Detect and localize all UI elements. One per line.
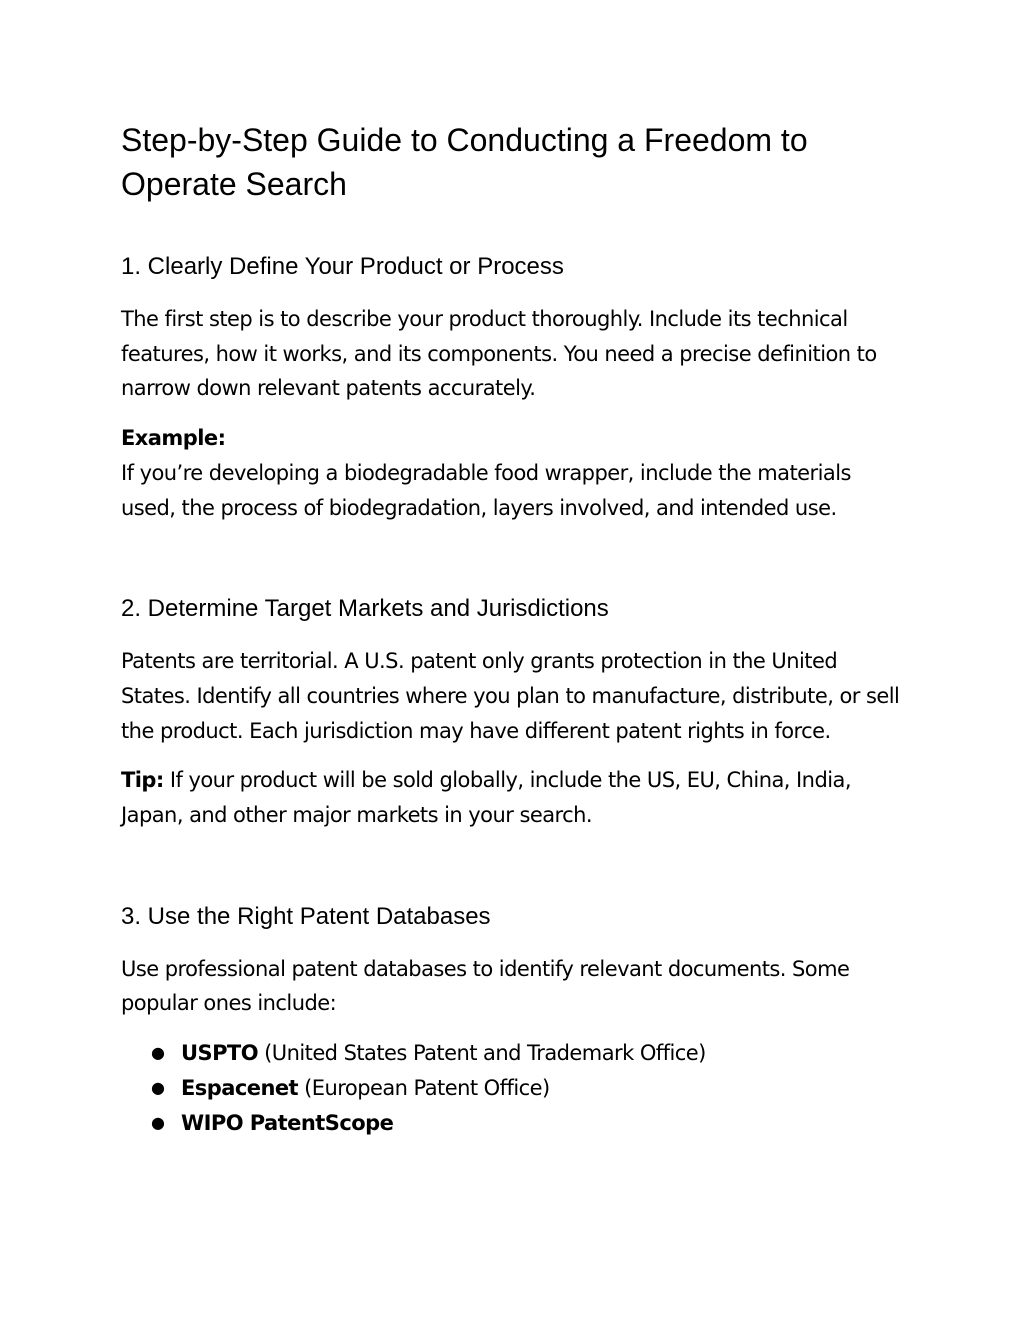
tip-block bbox=[121, 763, 911, 832]
list-item-text: (European Patent Office) bbox=[298, 1075, 550, 1100]
example-block bbox=[121, 421, 911, 525]
tip-label: Tip: bbox=[121, 768, 164, 793]
list-item-bold: Espacenet bbox=[181, 1075, 299, 1100]
example-text: If you’re developing a biodegradable food wrapper, include the materials used, the process of biodegradation, layers involved, and intended use. bbox=[121, 460, 851, 520]
section-heading: 3. Use the Right Patent Databases bbox=[121, 902, 491, 930]
section-target-markets bbox=[121, 594, 904, 833]
list-item-bold: WIPO PatentScope bbox=[181, 1110, 394, 1135]
database-list bbox=[121, 1036, 904, 1140]
section-spacer bbox=[121, 540, 904, 594]
section-paragraph: Patents are territorial. A U.S. patent only grants protection in the United States. Identify all countries where you plan to manufacture, distribute, or sell the product. Each jurisdiction may have different patent rights in force. bbox=[121, 649, 900, 743]
bullet-icon: ● bbox=[151, 1043, 165, 1063]
list-item-bold: USPTO bbox=[181, 1041, 258, 1066]
section-paragraph: Use professional patent databases to identify relevant documents. Some popular ones include: bbox=[121, 956, 850, 1016]
example-label: Example: bbox=[121, 426, 226, 451]
section-spacer bbox=[121, 848, 904, 902]
section-define-product bbox=[121, 252, 904, 525]
section-heading: 2. Determine Target Markets and Jurisdictions bbox=[121, 595, 609, 623]
section-patent-databases bbox=[121, 902, 904, 1141]
document-title: Step-by-Step Guide to Conducting a Freedom to Operate Search bbox=[121, 122, 808, 202]
tip-text: If your product will be sold globally, include the US, EU, China, India, Japan, and other major markets in your search. bbox=[121, 768, 851, 828]
section-paragraph: The first step is to describe your product thoroughly. Include its technical features, how it works, and its components. You need a precise definition to narrow down relevant patents accurately. bbox=[121, 307, 877, 401]
section-heading: 1. Clearly Define Your Product or Process bbox=[121, 253, 564, 280]
bullet-icon: ● bbox=[151, 1112, 165, 1132]
list-item bbox=[151, 1036, 904, 1071]
list-item-text: (United States Patent and Trademark Office) bbox=[258, 1041, 706, 1066]
list-item bbox=[151, 1106, 904, 1141]
list-item bbox=[151, 1071, 904, 1106]
bullet-icon: ● bbox=[151, 1077, 165, 1097]
